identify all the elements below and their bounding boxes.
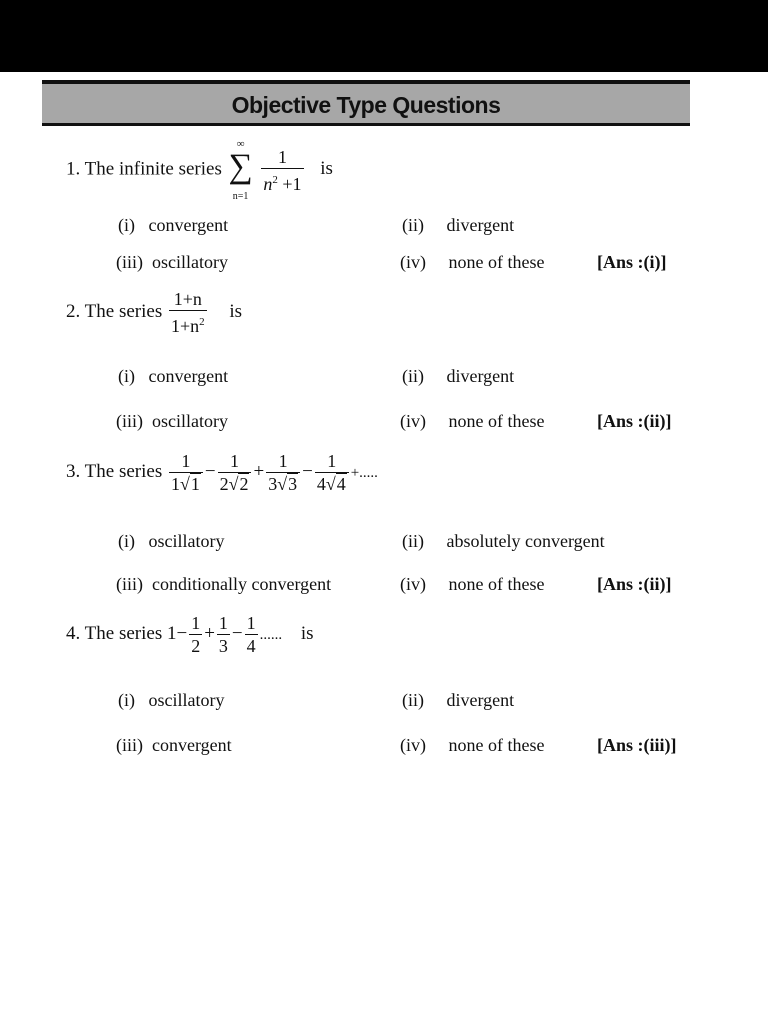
option-3-iv[interactable]: (iv) none of these — [400, 574, 545, 594]
option-4-i[interactable]: (i) oscillatory — [118, 690, 225, 710]
question-1 — [66, 138, 333, 202]
question-2 — [66, 288, 242, 337]
question-4: 4. The series 1− $\frac{1}{2}$ + $\frac{1}{3}$ − $\frac{1}{4}$ ...... is — [66, 613, 314, 656]
series-lead: 1 — [166, 622, 177, 644]
section-title: Objective Type Questions — [231, 92, 501, 118]
series-fraction: $\frac{1+n}{1+n^2}$ — [170, 289, 205, 336]
series-tail: +..... — [350, 464, 378, 481]
question-stem: The series — [84, 622, 163, 644]
question-stem: The infinite series — [84, 158, 222, 180]
question-suffix: is — [300, 622, 314, 644]
series-tail: ...... — [259, 626, 283, 643]
option-1-ii[interactable]: (ii) divergent — [402, 215, 515, 235]
option-1-i[interactable]: (i) convergent — [118, 215, 229, 235]
option-1-iii[interactable]: (iii) oscillatory — [116, 252, 228, 272]
option-4-ii[interactable]: (ii) divergent — [402, 690, 515, 710]
option-4-iii[interactable]: (iii) convergent — [116, 735, 232, 755]
section-banner — [42, 80, 690, 126]
series-term: $\frac{1}{2}$ — [191, 613, 201, 656]
option-1-iv[interactable]: (iv) none of these — [400, 252, 545, 272]
series-fraction: $\frac{1}{n^2 +1}$ — [263, 146, 302, 194]
question-number: 2. — [66, 300, 81, 322]
question-number: 4. — [66, 622, 81, 644]
option-3-ii[interactable]: (ii) absolutely convergent — [402, 531, 605, 551]
option-2-i[interactable]: (i) convergent — [118, 366, 229, 386]
answer-3: [Ans :(ii)] — [597, 574, 672, 594]
question-number: 3. — [66, 460, 81, 482]
answer-1: [Ans :(i)] — [597, 252, 667, 272]
option-3-i[interactable]: (i) oscillatory — [118, 531, 225, 551]
option-3-iii[interactable]: (iii) conditionally convergent — [116, 574, 332, 594]
top-black-bar — [0, 0, 768, 72]
question-stem: The series — [84, 460, 163, 482]
series-term: $\frac{1}{3√3}$ — [266, 450, 300, 495]
series-term: $\frac{1}{1√1}$ — [169, 450, 203, 495]
summation-symbol: ∞ ∑ n=1 — [228, 138, 253, 202]
question-3: 3. The series $\frac{1}{1√1}$ − $\frac{1}{2√2}$ + $\frac{1}{3√3}$ − $\frac{1}{4√4}$ +..... — [66, 451, 378, 494]
question-suffix: is — [229, 300, 243, 322]
answer-2: [Ans :(ii)] — [597, 411, 672, 431]
question-stem: The series — [84, 300, 163, 322]
series-term: $\frac{1}{3}$ — [218, 613, 228, 656]
question-suffix: is — [320, 158, 333, 180]
option-4-iv[interactable]: (iv) none of these — [400, 735, 545, 755]
answer-4: [Ans :(iii)] — [597, 735, 677, 755]
series-term: $\frac{1}{4√4}$ — [315, 450, 349, 495]
option-2-iii[interactable]: (iii) oscillatory — [116, 411, 228, 431]
option-2-ii[interactable]: (ii) divergent — [402, 366, 515, 386]
series-term: $\frac{1}{2√2}$ — [218, 450, 252, 495]
series-term: $\frac{1}{4}$ — [246, 613, 256, 656]
option-2-iv[interactable]: (iv) none of these — [400, 411, 545, 431]
question-number: 1. — [66, 158, 81, 180]
